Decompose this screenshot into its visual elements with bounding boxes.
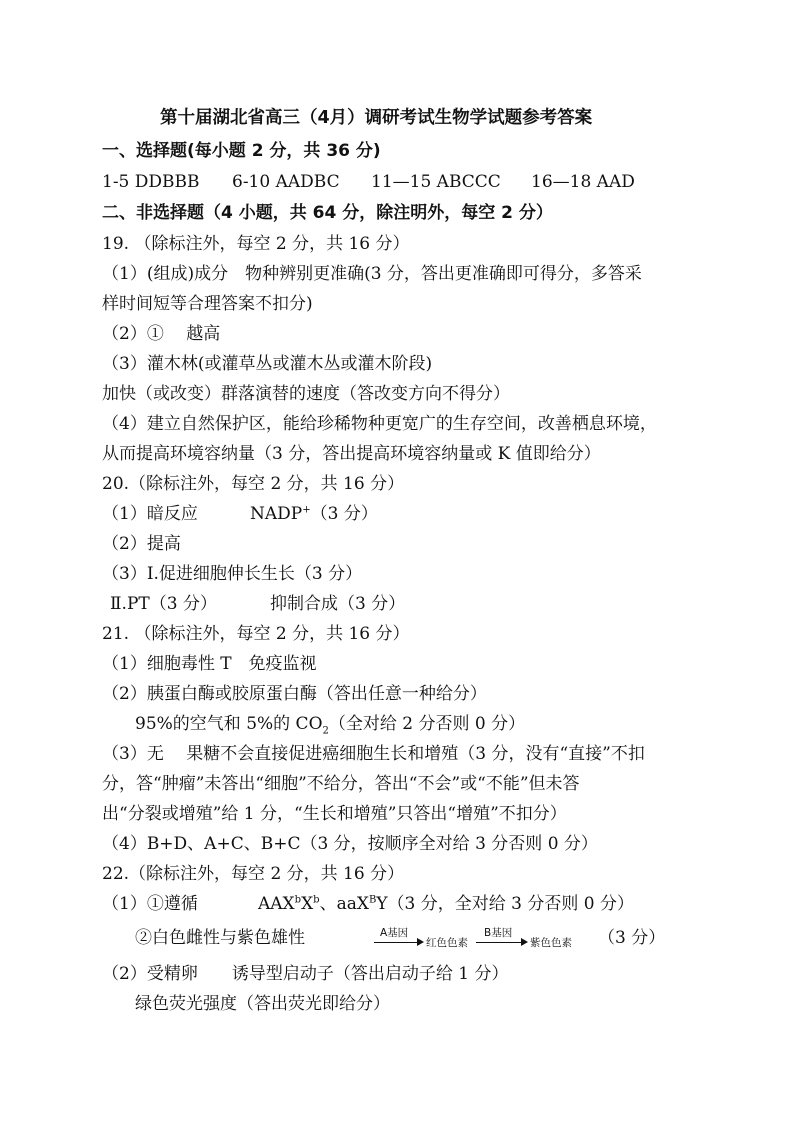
q20-line-2: （2）提高 [102,534,181,554]
q19-line-6: （4）建立自然保护区，能给珍稀物种更宽广的生存空间，改善栖息环境， [102,414,657,434]
q20-nadp-score: （3 分） [310,504,378,524]
q21-line-6: 出“分裂或增殖”给 1 分，“生长和增殖”只答出“增殖”不扣分） [102,804,567,824]
q21-gas-text: 95%的空气和 5%的 CO [135,714,323,734]
pathway-arrow-2 [476,942,522,943]
q22-g1-sup2: b [313,894,320,906]
q19-line-1: （1）(组成)成分 物种辨别更准确(3 分，答出更准确即可得分，多答采 [102,264,642,284]
q20-line-3: （3）Ⅰ.促进细胞伸长生长（3 分） [102,564,363,584]
q20-line-4b: 抑制合成（3 分） [270,594,406,614]
q21-line-3 [135,712,525,736]
q21-heading: 21. （除标注外，每空 2 分，共 16 分） [102,624,410,644]
q22-heading: 22.（除标注外，每空 2 分，共 16 分） [102,864,405,884]
mc-answers-1-5: 1-5 DDBBB [102,172,200,192]
section-1-heading: 一、选择题(每小题 2 分，共 36 分) [102,141,381,161]
pathway-purple-pigment: 紫色色素 [530,937,572,949]
q20-nadp-sup: + [302,504,311,516]
q19-line-3: （2）① 越高 [102,324,221,344]
section-2-heading: 二、非选择题（4 小题，共 64 分，除注明外，每空 2 分） [102,203,553,223]
mc-answers-16-18: 16—18 AAD [531,172,635,192]
q22-genotypes [258,892,634,916]
q22-line-2a: ②白色雌性与紫色雄性 [135,928,305,948]
q19-heading: 19. （除标注外，每空 2 分，共 16 分） [102,234,410,254]
q21-line-1: （1）细胞毒性 T 免疫监视 [102,654,317,674]
q22-g2-end: Y [376,894,388,914]
pathway-red-pigment: 红色色素 [426,937,468,949]
q22-g1-x: X [301,894,314,914]
mc-answers-11-15: 11—15 ABCCC [371,172,501,192]
q19-line-5: 加快（或改变）群落演替的速度（答改变方向不得分） [102,384,510,404]
pathway-label-gene-b: B基因 [484,927,513,939]
q21-line-4: （3）无 果糖不会直接促进癌细胞生长和增殖（3 分，没有“直接”不扣 [102,744,645,764]
q22-line-1-score: （3 分，全对给 3 分否则 0 分） [387,894,635,914]
q22-g2-sup: B [368,894,377,906]
pathway-arrowhead-1 [417,938,424,946]
q22-line-3: （2）受精卵 诱导型启动子（答出启动子给 1 分） [102,964,509,984]
q22-line-1a: （1）①遵循 [102,894,198,914]
page-title: 第十届湖北省高三（4月）调研考试生物学试题参考答案 [160,108,593,128]
q21-line-7: （4）B+D、A+C、B+C（3 分，按顺序全对给 3 分否则 0 分） [102,834,598,854]
pathway-arrowhead-2 [521,938,528,946]
q20-line-1a: （1）暗反应 [102,504,198,524]
q21-line-5: 分，答“肿瘤”未答出“细胞”不给分，答出“不会”或“不能”但未答 [102,774,580,794]
q20-nadp-text: NADP [250,504,303,524]
q20-heading: 20.（除标注外，每空 2 分，共 16 分） [102,474,405,494]
q19-line-4: （3）灌木林(或灌草丛或灌木丛或灌木阶段) [102,354,433,374]
q22-g1-sup1: b [294,894,302,906]
q21-gas-score: （全对给 2 分否则 0 分） [328,714,526,734]
q21-co2-sub: 2 [322,725,329,737]
q22-line-4: 绿色荧光强度（答出荧光即给分） [135,994,390,1014]
q22-line-2-score: （3 分） [598,928,666,948]
q19-line-7: 从而提高环境容纳量（3 分，答出提高环境容纳量或 K 值即给分） [102,444,601,464]
pathway-label-gene-a: A基因 [380,927,409,939]
pathway-arrow-1 [374,942,418,943]
q22-g2: 、aaX [319,894,369,914]
mc-answers-6-10: 6-10 AADBC [232,172,340,192]
q20-line-4a: Ⅱ.PT（3 分） [110,594,217,614]
q22-g1: AAX [258,894,295,914]
q21-line-2: （2）胰蛋白酶或胶原蛋白酶（答出任意一种给分） [102,684,487,704]
q19-line-2: 样时间短等合理答案不扣分) [102,294,313,314]
q20-nadp [250,502,378,526]
